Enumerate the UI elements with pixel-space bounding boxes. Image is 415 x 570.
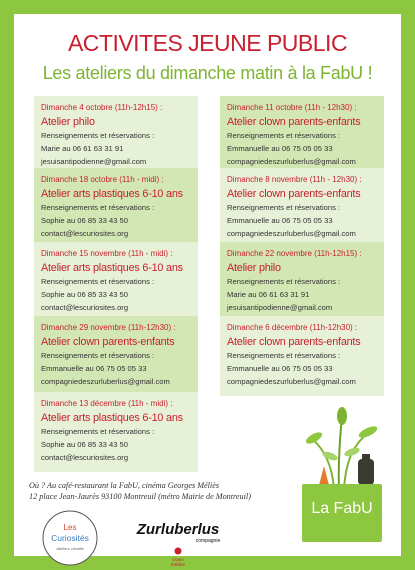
event-card [220,168,384,248]
event-date: Dimanche 13 décembre (11h - midi) : [41,399,173,408]
fabu-logo-text: La FabU [311,500,373,517]
event-name: Atelier clown parents-enfants [227,188,361,200]
plant-illustration [294,404,394,489]
zurluberlus-logo-sub: compagnie [195,538,221,544]
curiosites-logo-name: Curiosités [51,533,89,543]
page-subtitle: Les ateliers du dimanche matin à la FabU ! [42,63,373,83]
event-email: jesuisantipodienne@gmail.com [41,157,147,166]
event-contact: Sophie au 06 85 33 43 50 [41,216,128,225]
poster-sheet [14,14,401,566]
event-contact: Sophie au 06 85 33 43 50 [41,440,128,449]
event-date: Dimanche 22 novembre (11h-12h15) : [227,249,362,258]
event-email: jesuisantipodienne@gmail.com [227,303,333,312]
event-contact: Sophie au 06 85 33 43 50 [41,290,128,299]
event-contact: Emmanuelle au 06 75 05 05 33 [41,364,147,373]
event-date: Dimanche 15 novembre (11h - midi) : [41,249,173,258]
event-card [220,316,384,396]
location-line-1: Où ? Au café-restaurant la FabU, cinéma Georges Méliès [29,481,220,490]
event-info: Renseignements et réservations : [41,131,155,140]
event-card [220,96,384,174]
event-date: Dimanche 18 octobre (11h - midi) : [41,175,164,184]
event-contact: Emmanuelle au 06 75 05 05 33 [227,364,333,373]
event-contact: Marie au 06 61 63 31 91 [41,144,124,153]
event-email: compagniedeszurluberlus@gmail.com [41,377,170,386]
event-name: Atelier arts plastiques 6-10 ans [41,262,183,274]
event-info: Renseignements et réservations : [41,427,155,436]
location-info [29,480,299,502]
event-info: Renseignements et réservations : [41,351,155,360]
zurluberlus-logo-clown: clown [172,557,184,562]
event-name: Atelier arts plastiques 6-10 ans [41,188,183,200]
zurluberlus-logo [128,520,228,566]
zurluberlus-logo-theatre: théâtre [170,562,186,566]
event-email: contact@lescuriosites.org [41,303,129,312]
event-info: Renseignements et réservations : [227,277,341,286]
fabu-logo [302,484,382,542]
event-name: Atelier clown parents-enfants [41,336,175,348]
event-name: Atelier clown parents-enfants [227,116,361,128]
event-card [34,96,198,174]
event-info: Renseignements et réservations : [41,203,155,212]
event-date: Dimanche 29 novembre (11h-12h30) : [41,323,176,332]
event-email: compagniedeszurluberlus@gmail.com [227,377,356,386]
event-contact: Emmanuelle au 06 75 05 05 33 [227,144,333,153]
event-card [220,242,384,322]
event-email: compagniedeszurluberlus@gmail.com [227,229,356,238]
event-contact: Marie au 06 61 63 31 91 [227,290,310,299]
event-email: compagniedeszurluberlus@gmail.com [227,157,356,166]
curiosites-logo-les: Les [63,523,77,532]
event-name: Atelier clown parents-enfants [227,336,361,348]
event-info: Renseignements et réservations : [227,351,341,360]
event-name: Atelier philo [41,116,95,128]
event-info: Renseignements et réservations : [227,131,341,140]
location-line-2: 12 place Jean-Jaurès 93100 Montreuil (métro Mairie de Montreuil) [29,492,251,501]
event-contact: Emmanuelle au 06 75 05 05 33 [227,216,333,225]
event-card [34,316,198,396]
event-date: Dimanche 11 octobre (11h - 12h30) : [227,103,357,112]
zurluberlus-logo-name: Zurluberlus [136,521,220,538]
event-date: Dimanche 4 octobre (11h-12h15) : [41,103,163,112]
curiosites-logo-tagline: Ateliers créatifs [56,546,84,551]
event-email: contact@lescuriosites.org [41,229,129,238]
event-card [34,242,198,322]
event-email: contact@lescuriosites.org [41,453,129,462]
event-info: Renseignements et réservations : [41,277,155,286]
page-title: ACTIVITES JEUNE PUBLIC [67,30,348,56]
event-name: Atelier philo [227,262,281,274]
event-card [34,392,198,472]
event-name: Atelier arts plastiques 6-10 ans [41,412,183,424]
event-date: Dimanche 6 décembre (11h-12h30) : [227,323,358,332]
curiosites-logo [40,508,100,568]
event-info: Renseignements et réservations : [227,203,341,212]
event-card [34,168,198,248]
event-date: Dimanche 8 novembre (11h - 12h30) : [227,175,362,184]
